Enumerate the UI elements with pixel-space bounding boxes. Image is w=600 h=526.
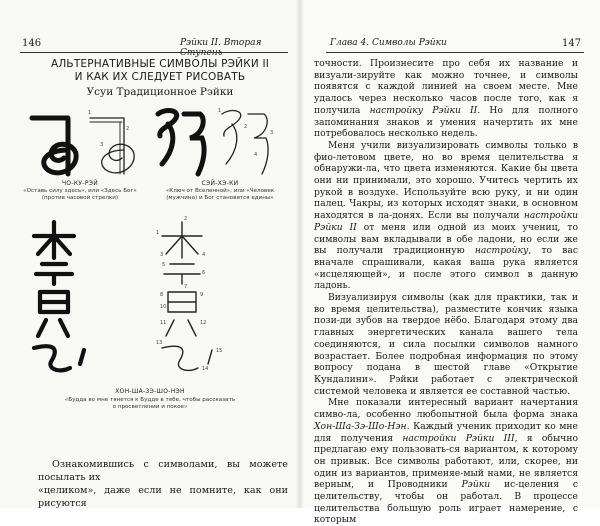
svg-text:5: 5 (162, 262, 166, 268)
svg-text:15: 15 (216, 348, 223, 354)
sei-he-ki-name: СЭЙ-ХЭ-КИ (201, 180, 239, 187)
text-segment: ис-целения с целительству, чтобы он работал. В процессе целительства большую роль играет намерение, с которым (314, 479, 578, 526)
italic-term: Хон-Ша-Зэ-Шо-Нэн (314, 420, 407, 432)
sei-he-ki-caption-line-2: (мужчина) и Бог становятся едины» (166, 195, 274, 201)
text-segment: от меня или одной из моих учениц, то символы вам вкладывали в обе ладони, но если же вы получали традиционную (314, 221, 578, 257)
left-paragraph-line-1: Ознакомившись с символами, вы можете посылать их (38, 459, 288, 483)
right-paragraph (314, 140, 578, 292)
left-page (0, 0, 300, 508)
cho-ku-rei-caption-line-2: (против часовой стрелки) (41, 195, 119, 201)
page-number-left: 146 (22, 38, 42, 49)
svg-text:1: 1 (156, 230, 160, 236)
italic-term: настройку (474, 245, 529, 257)
sei-he-ki-caption (150, 188, 290, 202)
italic-term: настройку Рэйки II (369, 104, 478, 116)
svg-text:7: 7 (184, 284, 188, 290)
svg-text:13: 13 (156, 340, 163, 346)
sei-he-ki-caption-line-1: «Ключ от Вселенной», или «Человек (165, 188, 275, 194)
italic-term: Рэйки (461, 479, 491, 491)
text-segment: Мне показали интересный вариант начертания симво-ла, особенно любопытной была форма знака (314, 397, 578, 421)
hon-sha-ze-sho-nen-caption-line-2: о просветлении и покое» (112, 404, 188, 410)
svg-text:4: 4 (202, 252, 206, 258)
text-segment: точности. Произнесите про себя их название и визуали-зируйте как можно точнее, и символы появятся с каждой линией на своем месте. Мне удалось через несколько часов после того, как я получила (314, 58, 578, 116)
svg-text:4: 4 (254, 152, 258, 158)
text-segment: . Каждый ученик приходит ко мне для получения (314, 420, 578, 444)
right-page-body (314, 58, 578, 526)
svg-text:12: 12 (200, 320, 207, 326)
running-header-left: Рэйки II. Вторая Ступень (180, 38, 262, 58)
section-subtitle: Усуи Традиционное Рэйки (86, 86, 234, 98)
hon-sha-ze-sho-nen-symbol (26, 212, 276, 380)
sei-he-ki-symbol (150, 104, 280, 180)
title-line-1: АЛЬТЕРНАТИВНЫЕ СИМВОЛЫ РЭЙКИ II (50, 58, 270, 70)
svg-text:9: 9 (200, 292, 204, 298)
text-segment: Визуализируя символы (как для практики, так и во время целительства), разместите кончик языка пози-ди зубов на твердое нёбо. Благодаря этому два главных энергетических канала вашего тела соединяются, и сила посылки символов намного возрастает. Более подробная информация по этому вопросу подана в шестой главе «Открытие Кундалини». Рэйки работает с электрической системой человека и является ее составной частью. (314, 292, 578, 397)
header-rule-left (20, 52, 288, 53)
cho-ku-rei-name: ЧО-КУ-РЭЙ (61, 180, 99, 187)
svg-text:11: 11 (160, 320, 167, 326)
hon-sha-ze-sho-nen-caption (40, 397, 260, 411)
svg-text:1: 1 (218, 108, 222, 114)
svg-text:14: 14 (202, 366, 209, 372)
text-segment: Меня учили визуализировать символы только в фио-летовом цвете, но во время целительства я обнаружи-ла, что цвета изменяются. Какие бы цвета они ни принимали, это хорошо. Учитесь чертить их рукой в воздухе. Используйте всю руку, и ни один палец. Чакры, из которых исходят знаки, в основном находятся в ла-донях. Если вы получали (314, 139, 578, 222)
page-number-right: 147 (562, 38, 582, 49)
svg-text:3: 3 (270, 130, 274, 136)
left-paragraph-line-2: «целиком», даже если не помните, как они рисуются (38, 485, 288, 508)
right-paragraph (314, 58, 578, 140)
italic-term: настройки Рэйки II (314, 210, 578, 233)
text-segment: , я обычно предлагаю ему пользовать-ся вариантом, к которому он привык. Все символы работают, или, скорее, ни один из вариантов, применяе-мый нами, не является верным, и Проводники (314, 432, 578, 491)
svg-text:2: 2 (244, 124, 248, 130)
running-header-right: Глава 4. Символы Рэйки (330, 38, 447, 48)
svg-text:10: 10 (160, 304, 167, 310)
right-paragraph (314, 292, 578, 397)
cho-ku-rei-caption (10, 188, 150, 202)
italic-term: настройки Рэйки III (402, 432, 515, 444)
header-rule-right (326, 52, 584, 53)
section-title (40, 58, 280, 84)
hon-sha-ze-sho-nen-name: ХОН-ША-ЗЭ-ШО-НЭН (115, 388, 185, 395)
right-paragraph (314, 397, 578, 526)
title-line-2: И КАК ИХ СЛЕДУЕТ РИСОВАТЬ (74, 71, 246, 83)
svg-text:2: 2 (184, 216, 188, 222)
book-gutter (296, 0, 304, 508)
svg-text:6: 6 (202, 270, 206, 276)
svg-text:3: 3 (100, 142, 104, 148)
text-segment: , то вас вначале спрашивали, какая ваша рука является «исцеляющей», и после этого символ в данную ладонь. (314, 245, 579, 292)
svg-text:3: 3 (160, 252, 164, 258)
left-bottom-paragraph (38, 458, 288, 508)
cho-ku-rei-symbol (28, 106, 148, 178)
text-segment: . Но для полного запоминания знаков и умения начертить их мне потребовалось несколько недель. (314, 104, 578, 140)
cho-ku-rei-caption-line-1: «Оставь силу здесь», или «Здесь Бог» (23, 188, 137, 194)
svg-text:8: 8 (160, 292, 164, 298)
hon-sha-ze-sho-nen-caption-line-1: «Будда во мне тянется к Будде в тебе, чтобы рассказать (64, 397, 236, 403)
svg-text:2: 2 (126, 126, 130, 132)
svg-text:1: 1 (88, 110, 92, 116)
